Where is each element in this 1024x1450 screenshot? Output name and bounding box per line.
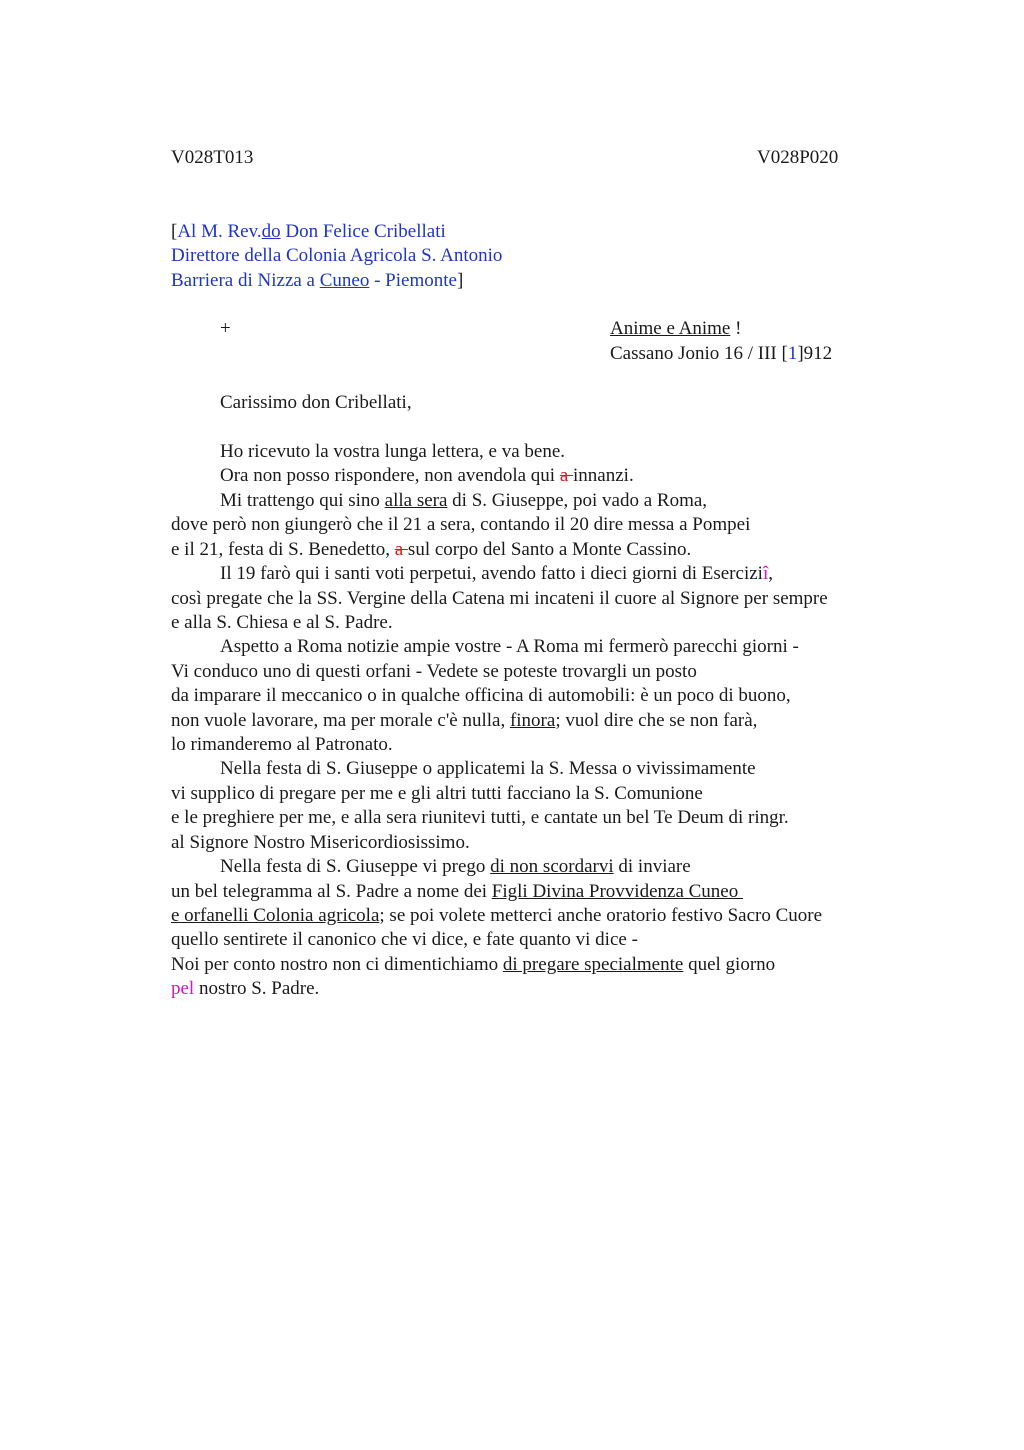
body-line-18-b: di inviare <box>613 856 691 877</box>
body-line-17: al Signore Nostro Misericordiosissimo. <box>171 832 470 853</box>
body-line-3-a: Mi trattengo qui sino <box>220 490 385 511</box>
body-line-1: Ho ricevuto la vostra lunga lettera, e va bene. <box>220 441 566 462</box>
motto <box>610 317 741 341</box>
dateline-c: ]912 <box>797 343 833 364</box>
body-line-21: quello sentirete il canonico che vi dice, e fate quanto vi dice - <box>171 929 638 950</box>
body-line-15: vi supplico di pregare per me e gli altri tutti facciano la S. Comunione <box>171 783 703 804</box>
address-title-suffix: do <box>261 221 281 242</box>
deletion: a <box>559 465 574 486</box>
body-line-14: Nella festa di S. Giuseppe o applicatemi la S. Messa o vivissimamente <box>220 758 756 779</box>
header-right-code: V028P020 <box>757 147 839 168</box>
body-line-12 <box>171 709 757 733</box>
deletion: a <box>394 539 408 560</box>
address-line-1 <box>171 220 446 244</box>
body-line-18 <box>220 855 691 879</box>
body-line-22-b: quel giorno <box>683 954 776 975</box>
body-line-20 <box>171 904 822 928</box>
body-line-3-b: di S. Giuseppe, poi vado a Roma, <box>447 490 708 511</box>
body-line-3 <box>220 489 707 513</box>
body-line-6 <box>220 562 773 586</box>
body-line-20-b: ; se poi volete metterci anche oratorio festivo Sacro Cuore <box>379 905 823 926</box>
body-line-9: Aspetto a Roma notizie ampie vostre - A Roma mi fermerò parecchi giorni - <box>220 636 799 657</box>
underlined-phrase: alla sera <box>384 490 448 511</box>
address-city: Cuneo <box>319 270 370 291</box>
body-line-7: così pregate che la SS. Vergine della Catena mi incateni il cuore al Signore per sempre <box>171 588 828 609</box>
body-line-6-a: Il 19 farò qui i santi voti perpetui, avendo fatto i dieci giorni di Esercizi <box>220 563 763 584</box>
address-title: Al M. Rev. <box>177 221 262 242</box>
underlined-phrase: di non scordarvi <box>490 856 614 877</box>
open-bracket: [ <box>171 221 178 242</box>
close-bracket: ] <box>456 270 464 291</box>
body-line-8: e alla S. Chiesa e al S. Padre. <box>171 612 393 633</box>
body-line-12-b: ; vuol dire che se non farà, <box>555 710 758 731</box>
body-line-12-a: non vuole lavorare, ma per morale c'è nulla, <box>171 710 510 731</box>
dateline-a: Cassano Jonio 16 / III [ <box>610 343 788 364</box>
body-line-10: Vi conduco uno di questi orfani - Vedete se poteste trovargli un posto <box>171 661 697 682</box>
body-line-6-b: , <box>768 563 773 584</box>
dateline-editorial: 1 <box>787 343 798 364</box>
body-line-5-b: sul corpo del Santo a Monte Cassino. <box>407 539 692 560</box>
body-line-22-a: Noi per conto nostro non ci dimentichiamo <box>171 954 503 975</box>
cross-mark: + <box>220 318 231 339</box>
salutation: Carissimo don Cribellati, <box>220 392 412 413</box>
body-line-11: da imparare il meccanico o in qualche officina di automobili: è un poco di buono, <box>171 685 791 706</box>
body-line-23-b: nostro S. Padre. <box>194 978 320 999</box>
body-line-19-a: un bel telegramma al S. Padre a nome dei <box>171 881 492 902</box>
body-line-18-a: Nella festa di S. Giuseppe vi prego <box>220 856 491 877</box>
address-region: - Piemonte <box>369 270 457 291</box>
motto-text: Anime e Anime <box>610 318 731 339</box>
body-line-23 <box>171 977 319 1001</box>
dateline <box>610 342 832 366</box>
body-line-2-a: Ora non posso rispondere, non avendola qui <box>220 465 560 486</box>
address-line-3 <box>171 269 463 293</box>
editorial-mark: î <box>762 563 769 584</box>
body-line-5-a: e il 21, festa di S. Benedetto, <box>171 539 395 560</box>
editorial-word: pel <box>171 978 195 999</box>
motto-mark: ! <box>730 318 742 339</box>
body-line-4: dove però non giungerò che il 21 a sera, contando il 20 dire messa a Pompei <box>171 514 751 535</box>
body-line-2 <box>220 464 634 488</box>
address-place: Barriera di Nizza a <box>171 270 320 291</box>
underlined-phrase: Figli Divina Provvidenza Cuneo <box>491 881 743 902</box>
address-name: Don Felice Cribellati <box>280 221 446 242</box>
body-line-19 <box>171 880 743 904</box>
body-line-2-b: innanzi. <box>573 465 634 486</box>
underlined-phrase: finora <box>509 710 556 731</box>
underlined-phrase: e orfanelli Colonia agricola <box>171 905 380 926</box>
body-line-16: e le preghiere per me, e alla sera riunitevi tutti, e cantate un bel Te Deum di ringr. <box>171 807 789 828</box>
body-line-13: lo rimanderemo al Patronato. <box>171 734 393 755</box>
body-line-22 <box>171 953 775 977</box>
header-left-code: V028T013 <box>171 147 254 168</box>
body-line-5 <box>171 538 691 562</box>
underlined-phrase: di pregare specialmente <box>502 954 684 975</box>
address-line-2: Direttore della Colonia Agricola S. Antonio <box>171 245 503 266</box>
